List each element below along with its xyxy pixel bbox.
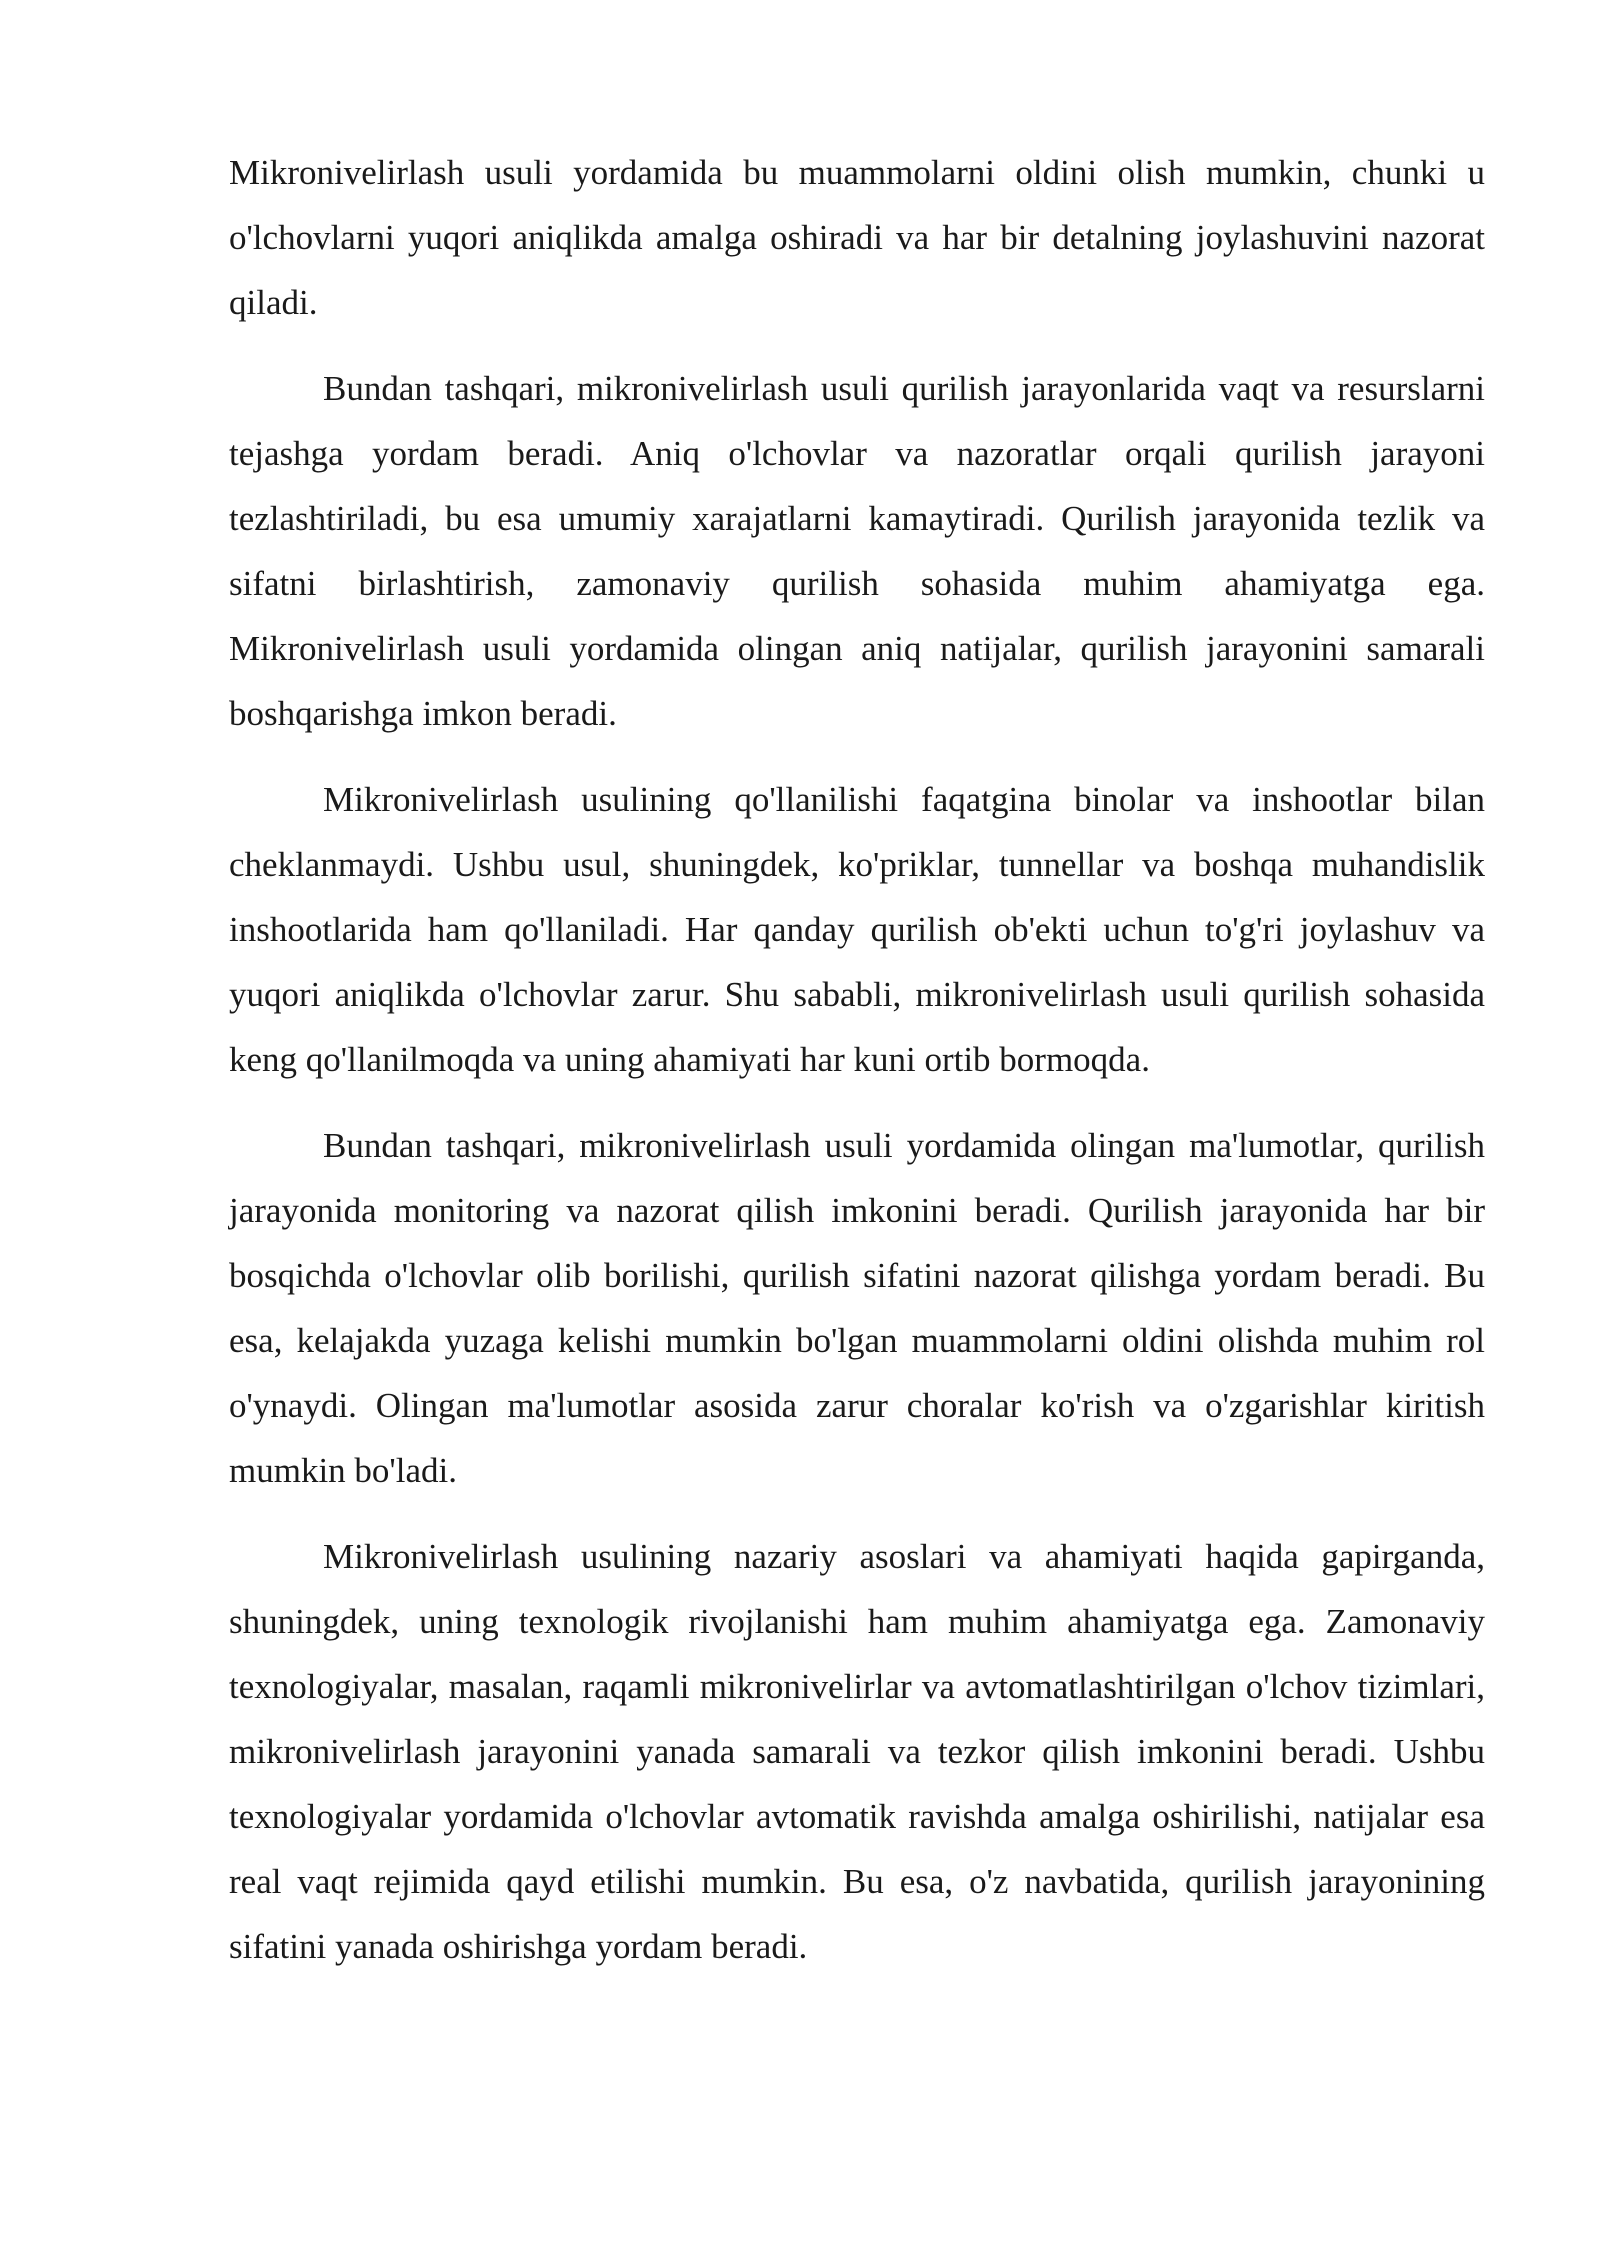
paragraph-1: Mikronivelirlash usuli yordamida bu muammolarni oldini olish mumkin, chunki u o'lchovlarni yuqori aniqlikda amalga oshiradi va har bir detalning joylashuvini nazorat qiladi. <box>229 153 1485 322</box>
paragraph-2: Bundan tashqari, mikronivelirlash usuli qurilish jarayonlarida vaqt va resurslarni tejashga yordam beradi. Aniq o'lchovlar va nazoratlar orqali qurilish jarayoni tezlashtiriladi, bu esa umumiy xarajatlarni kamaytiradi. Qurilish jarayonida tezlik va sifatni birlashtirish, zamonaviy qurilish sohasida muhim ahamiyatga ega. Mikronivelirlash usuli yordamida olingan aniq natijalar, qurilish jarayonini samarali boshqarishga imkon beradi. <box>229 369 1485 733</box>
paragraph-4: Bundan tashqari, mikronivelirlash usuli yordamida olingan ma'lumotlar, qurilish jarayonida monitoring va nazorat qilish imkonini beradi. Qurilish jarayonida har bir bosqichda o'lchovlar olib borilishi, qurilish sifatini nazorat qilishga yordam beradi. Bu esa, kelajakda yuzaga kelishi mumkin bo'lgan muammolarni oldini olishda muhim rol o'ynaydi. Olingan ma'lumotlar asosida zarur choralar ko'rish va o'zgarishlar kiritish mumkin bo'ladi. <box>229 1126 1485 1490</box>
paragraph-5: Mikronivelirlash usulining nazariy asoslari va ahamiyati haqida gapirganda, shuningdek, uning texnologik rivojlanishi ham muhim ahamiyatga ega. Zamonaviy texnologiyalar, masalan, raqamli mikronivelirlar va avtomatlashtirilgan o'lchov tizimlari, mikronivelirlash jarayonini yanada samarali va tezkor qilish imkonini beradi. Ushbu texnologiyalar yordamida o'lchovlar avtomatik ravishda amalga oshirilishi, natijalar esa real vaqt rejimida qayd etilishi mumkin. Bu esa, o'z navbatida, qurilish jarayonining sifatini yanada oshirishga yordam beradi. <box>229 1537 1485 1966</box>
document-page <box>229 140 1485 2000</box>
paragraph-3: Mikronivelirlash usulining qo'llanilishi faqatgina binolar va inshootlar bilan cheklanmaydi. Ushbu usul, shuningdek, ko'priklar, tunnellar va boshqa muhandislik inshootlarida ham qo'llaniladi. Har qanday qurilish ob'ekti uchun to'g'ri joylashuv va yuqori aniqlikda o'lchovlar zarur. Shu sababli, mikronivelirlash usuli qurilish sohasida keng qo'llanilmoqda va uning ahamiyati har kuni ortib bormoqda. <box>229 780 1485 1079</box>
